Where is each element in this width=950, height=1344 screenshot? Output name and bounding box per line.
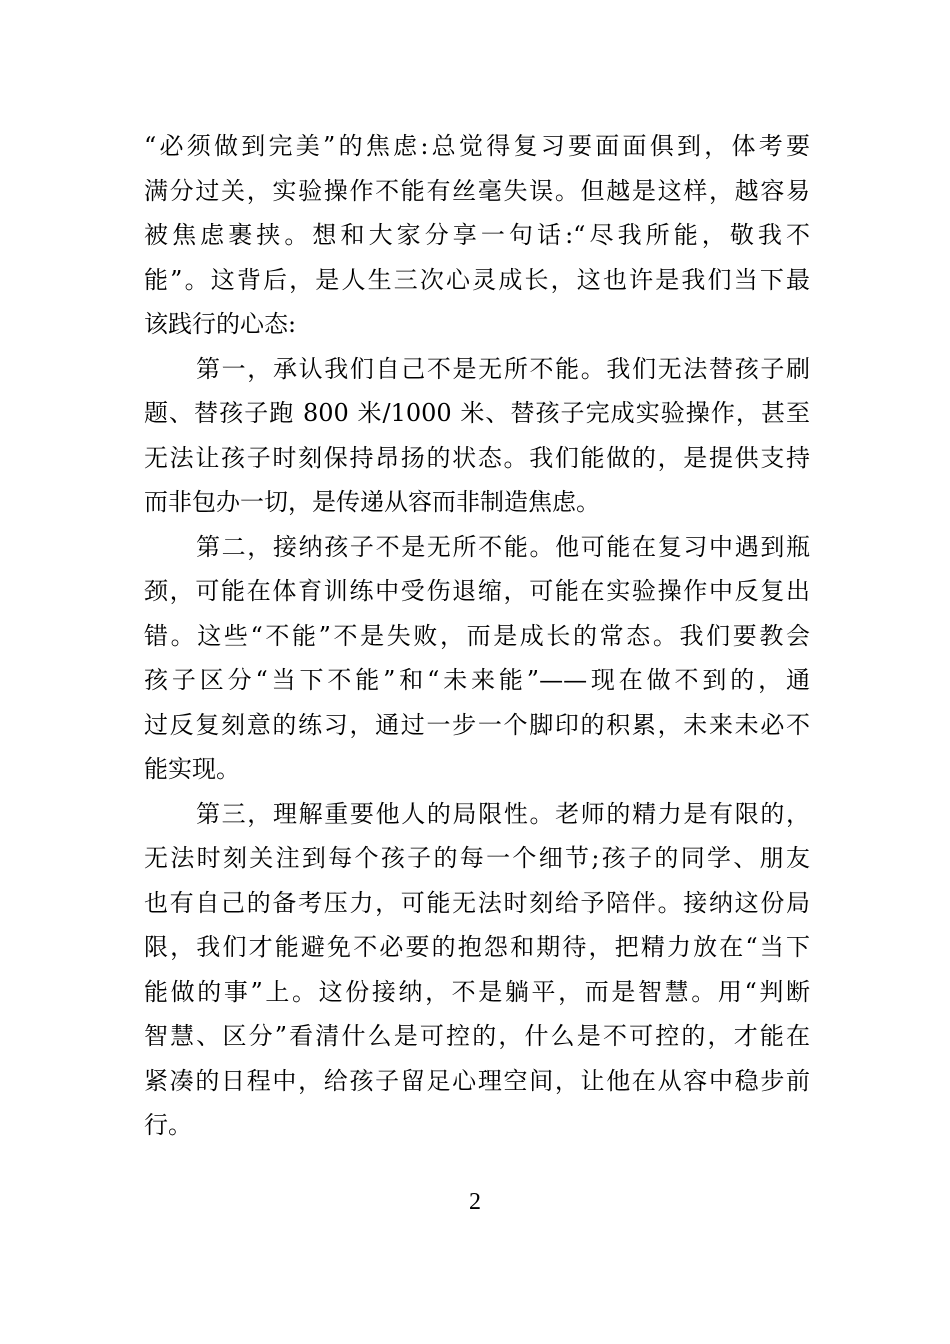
text-line: 满分过关，实验操作不能有丝毫失误。但越是这样，越容易 [144,176,810,205]
text-line: 能实现。 [144,755,240,783]
text-line: 该践行的心态: [144,310,297,338]
text-line: 限，我们才能避免不必要的抱怨和期待，把精力放在“当下 [144,933,810,961]
text-line: 被焦虑裹挟。想和大家分享一句话:“尽我所能，敬我不 [144,221,810,249]
body-text [144,124,810,1148]
text-line: 无法时刻关注到每个孩子的每一个细节;孩子的同学、朋友 [144,844,810,872]
text-line: 孩子区分“当下不能”和“未来能”——现在做不到的，通 [144,666,810,694]
page-number: 2 [469,1189,481,1215]
paragraph-first-line: 第二，接纳孩子不是无所不能。他可能在复习中遇到瓶 [196,532,810,561]
text-line: 题、替孩子跑 800 米/1000 米、替孩子完成实验操作，甚至 [144,399,810,427]
text-line: 能”。这背后，是人生三次心灵成长，这也许是我们当下最 [144,265,810,294]
paragraph-first-line: 第三，理解重要他人的局限性。老师的精力是有限的， [196,799,810,828]
text-line: 行。 [144,1111,192,1139]
text-line: “必须做到完美”的焦虑:总觉得复习要面面俱到，体考要 [144,132,810,160]
text-line: 智慧、区分”看清什么是可控的，什么是不可控的，才能在 [144,1022,810,1050]
text-line: 过反复刻意的练习，通过一步一个脚印的积累，未来未必不 [144,710,810,739]
text-line: 而非包办一切，是传递从容而非制造焦虑。 [144,488,600,516]
text-line: 颈，可能在体育训练中受伤退缩，可能在实验操作中反复出 [144,577,810,605]
text-line: 错。这些“不能”不是失败，而是成长的常态。我们要教会 [144,621,810,650]
text-line: 能做的事”上。这份接纳，不是躺平，而是智慧。用“判断 [144,977,810,1006]
text-line: 也有自己的备考压力，可能无法时刻给予陪伴。接纳这份局 [144,888,810,917]
text-line: 紧凑的日程中，给孩子留足心理空间，让他在从容中稳步前 [144,1066,810,1095]
paragraph-first-line: 第一，承认我们自己不是无所不能。我们无法替孩子刷 [196,354,810,383]
text-line: 无法让孩子时刻保持昂扬的状态。我们能做的，是提供支持 [144,443,810,472]
